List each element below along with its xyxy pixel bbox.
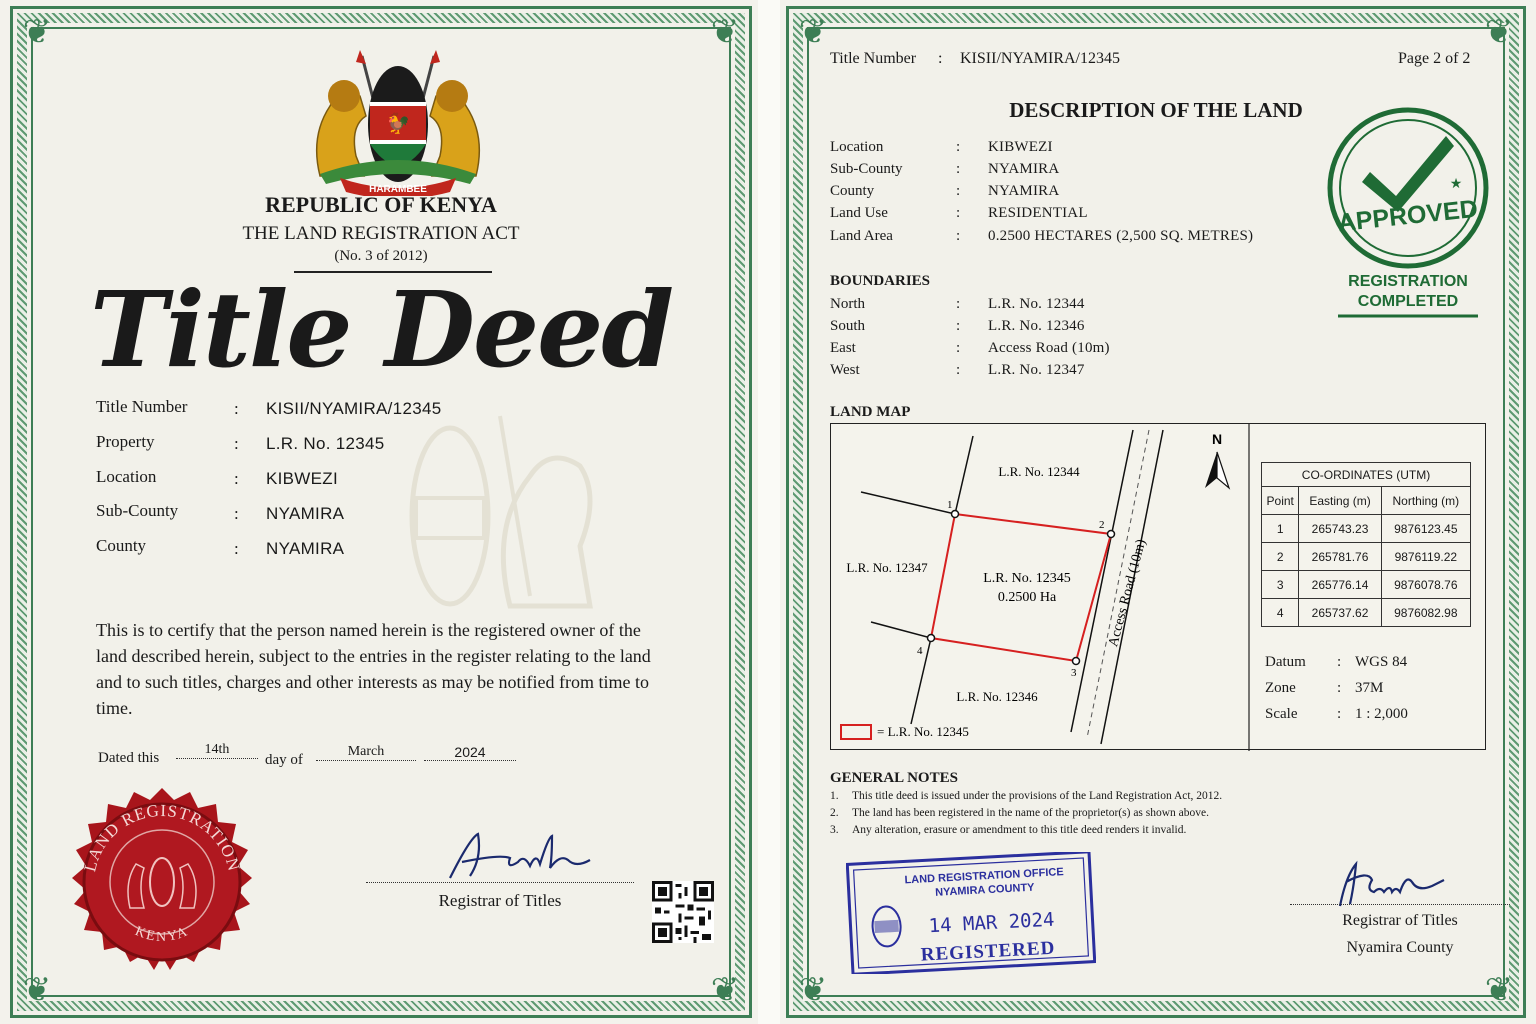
corner-ornament: ❦ [710,14,740,51]
north-label: N [1211,431,1223,447]
datum-colon: : [1337,654,1342,670]
note-text: This title deed is issued under the provisions of the Land Registration Act, 2012. [852,790,1223,802]
field-label: Location [96,467,157,486]
coordinates-table [1261,462,1471,627]
coords-cell: 9876078.76 [1381,571,1470,599]
signature-caption: Registrar of Titles [438,891,562,910]
map-heading: LAND MAP [830,404,911,420]
coords-cell: 265737.62 [1299,599,1381,627]
page-indicator: Page 2 of 2 [1398,50,1471,67]
boundary-colon: : [956,362,961,378]
detail-value: RESIDENTIAL [988,205,1088,221]
land-map [830,423,1486,750]
coords-cell: 9876119.22 [1381,543,1470,571]
boundary-colon: : [956,318,961,334]
field-label: Title Number [96,397,188,416]
detail-label: Sub-County [830,161,903,177]
field-colon: : [234,399,239,418]
parcel-label: L.R. No. 12345 [983,571,1071,586]
coat-motto: HARAMBEE [369,184,427,195]
field-colon: : [234,434,239,453]
stamp-date: 14 MAR 2024 [928,908,1055,938]
parcel-boundary [931,514,1111,661]
parcel-area: 0.2500 Ha [997,590,1057,605]
boundary-label: North [830,296,865,312]
detail-colon: : [956,205,961,221]
signature-caption: Registrar of Titles [1342,912,1458,929]
registrar-signature [440,828,610,884]
seal-top-text: LAND REGISTRATION [80,800,244,874]
page-gutter [758,0,780,1024]
corner-ornament: ❦ [710,972,740,1009]
corner-ornament: ❦ [798,14,828,51]
table-row [1262,515,1471,543]
coords-cell: 265781.76 [1299,543,1381,571]
coords-cell: 1 [1262,515,1299,543]
detail-value: NYAMIRA [988,183,1060,199]
south-plot-label: L.R. No. 12346 [956,689,1038,704]
approved-text: APPROVED [1336,194,1480,238]
svg-text:🐓: 🐓 [385,113,411,135]
corner-ornament: ❦ [1484,972,1514,1009]
dated-prefix: Dated this [98,750,160,766]
table-row [1262,571,1471,599]
field-value: NYAMIRA [266,539,345,558]
field-colon: : [234,504,239,523]
signature-line [366,882,634,883]
field-value: KISII/NYAMIRA/12345 [266,399,442,418]
corner-ornament: ❦ [22,14,52,51]
coords-cell: 9876123.45 [1381,515,1470,543]
registered-stamp [846,852,1096,974]
stamp-line2: NYAMIRA COUNTY [934,881,1035,899]
document-title: Title Deed [89,268,673,391]
boundary-value: L.R. No. 12346 [988,318,1085,334]
detail-colon: : [956,139,961,155]
detail-label: Land Use [830,205,888,221]
signature-place: Nyamira County [1346,939,1454,956]
qr-code-icon[interactable] [652,881,714,943]
boundary-value: L.R. No. 12347 [988,362,1085,378]
note-text: Any alteration, erasure or amendment to this title deed renders it invalid. [852,824,1187,836]
scale-colon: : [1337,706,1342,722]
detail-value: KIBWEZI [988,139,1053,155]
stamp-line1: LAND REGISTRATION OFFICE [904,866,1064,887]
approved-line2: COMPLETED [1357,293,1459,310]
title-number-colon: : [938,50,943,67]
dated-day: 14th [176,742,258,759]
description-heading: DESCRIPTION OF THE LAND [1009,98,1303,122]
list-item [830,824,1187,836]
coords-cell: 3 [1262,571,1299,599]
list-item [830,807,1210,819]
act-number: (No. 3 of 2012) [334,248,428,264]
road-label: Access Road (10m) [1106,537,1150,649]
title-deed-page-2 [786,6,1526,1018]
coords-cell: 4 [1262,599,1299,627]
note-number: 3. [830,824,839,836]
signature-line [1290,904,1510,905]
field-label: Property [96,432,155,451]
title-deed-page-1 [10,6,752,1018]
boundary-label: East [830,340,856,356]
zone-value: 37M [1355,680,1384,696]
scale-label: Scale [1265,706,1298,722]
legend-swatch [841,725,871,739]
dated-mid: day of [265,752,303,768]
zone-label: Zone [1265,680,1296,696]
boundary-value: Access Road (10m) [988,340,1110,356]
title-number-label: Title Number [830,50,917,67]
corner-ornament: ❦ [22,972,52,1009]
table-row [1262,543,1471,571]
point-label: 2 [1099,519,1105,531]
coords-header: Easting (m) [1299,487,1381,515]
detail-label: Location [830,139,884,155]
north-plot-label: L.R. No. 12344 [998,464,1080,479]
boundary-value: L.R. No. 12344 [988,296,1085,312]
note-text: The land has been registered in the name of the proprietor(s) as shown above. [852,807,1210,819]
field-colon: : [234,469,239,488]
list-item [830,790,1223,802]
north-arrow-icon [1205,452,1217,488]
coords-title: CO-ORDINATES (UTM) [1262,463,1471,487]
boundary-colon: : [956,296,961,312]
land-registration-seal-icon [64,786,260,982]
coords-cell: 2 [1262,543,1299,571]
point-label: 4 [917,645,923,657]
dated-year: 2024 [424,744,516,761]
note-number: 1. [830,790,839,802]
detail-value: 0.2500 HECTARES (2,500 SQ. METRES) [988,228,1254,244]
coords-cell: 265776.14 [1299,571,1381,599]
coords-header: Northing (m) [1381,487,1470,515]
star-icon: ★ [1449,177,1463,192]
scale-value: 1 : 2,000 [1355,706,1408,722]
coat-watermark-icon [380,406,610,616]
corner-ornament: ❦ [1484,14,1514,51]
act-heading: THE LAND REGISTRATION ACT [242,223,520,244]
certification-text: This is to certify that the person named herein is the registered owner of the land described herein, subject to the entries in the register relating to the land and to such titles, charges and other interests as may be notified from time to time. [96,620,651,718]
datum-label: Datum [1265,654,1306,670]
coords-cell: 9876082.98 [1381,599,1470,627]
boundaries-heading: BOUNDARIES [830,273,931,289]
seal-bottom-text: KENYA [132,923,192,945]
coords-cell: 265743.23 [1299,515,1381,543]
field-label: Sub-County [96,501,179,520]
detail-colon: : [956,228,961,244]
coords-header: Point [1262,487,1299,515]
detail-label: County [830,183,875,199]
legend-text: = L.R. No. 12345 [877,724,969,739]
zone-colon: : [1337,680,1342,696]
corner-ornament: ❦ [798,972,828,1009]
field-value: KIBWEZI [266,469,338,488]
stamp-status: REGISTERED [920,937,1056,966]
field-value: L.R. No. 12345 [266,434,385,453]
approved-line1: REGISTRATION [1348,273,1468,290]
point-label: 3 [1071,667,1077,679]
coat-of-arms-icon [300,46,496,196]
boundary-colon: : [956,340,961,356]
note-number: 2. [830,807,839,819]
detail-label: Land Area [830,228,893,244]
republic-heading: REPUBLIC OF KENYA [265,192,497,217]
approved-stamp [1318,106,1498,326]
table-row [1262,599,1471,627]
title-number-value: KISII/NYAMIRA/12345 [960,50,1120,67]
boundary-label: South [830,318,866,334]
field-label: County [96,536,147,555]
point-label: 1 [947,499,953,511]
detail-value: NYAMIRA [988,161,1060,177]
detail-colon: : [956,161,961,177]
field-colon: : [234,539,239,558]
west-plot-label: L.R. No. 12347 [846,560,928,575]
notes-heading: GENERAL NOTES [830,770,958,786]
boundary-label: West [830,362,860,378]
detail-colon: : [956,183,961,199]
field-value: NYAMIRA [266,504,345,523]
dated-month: March [316,744,416,761]
datum-value: WGS 84 [1355,654,1408,670]
